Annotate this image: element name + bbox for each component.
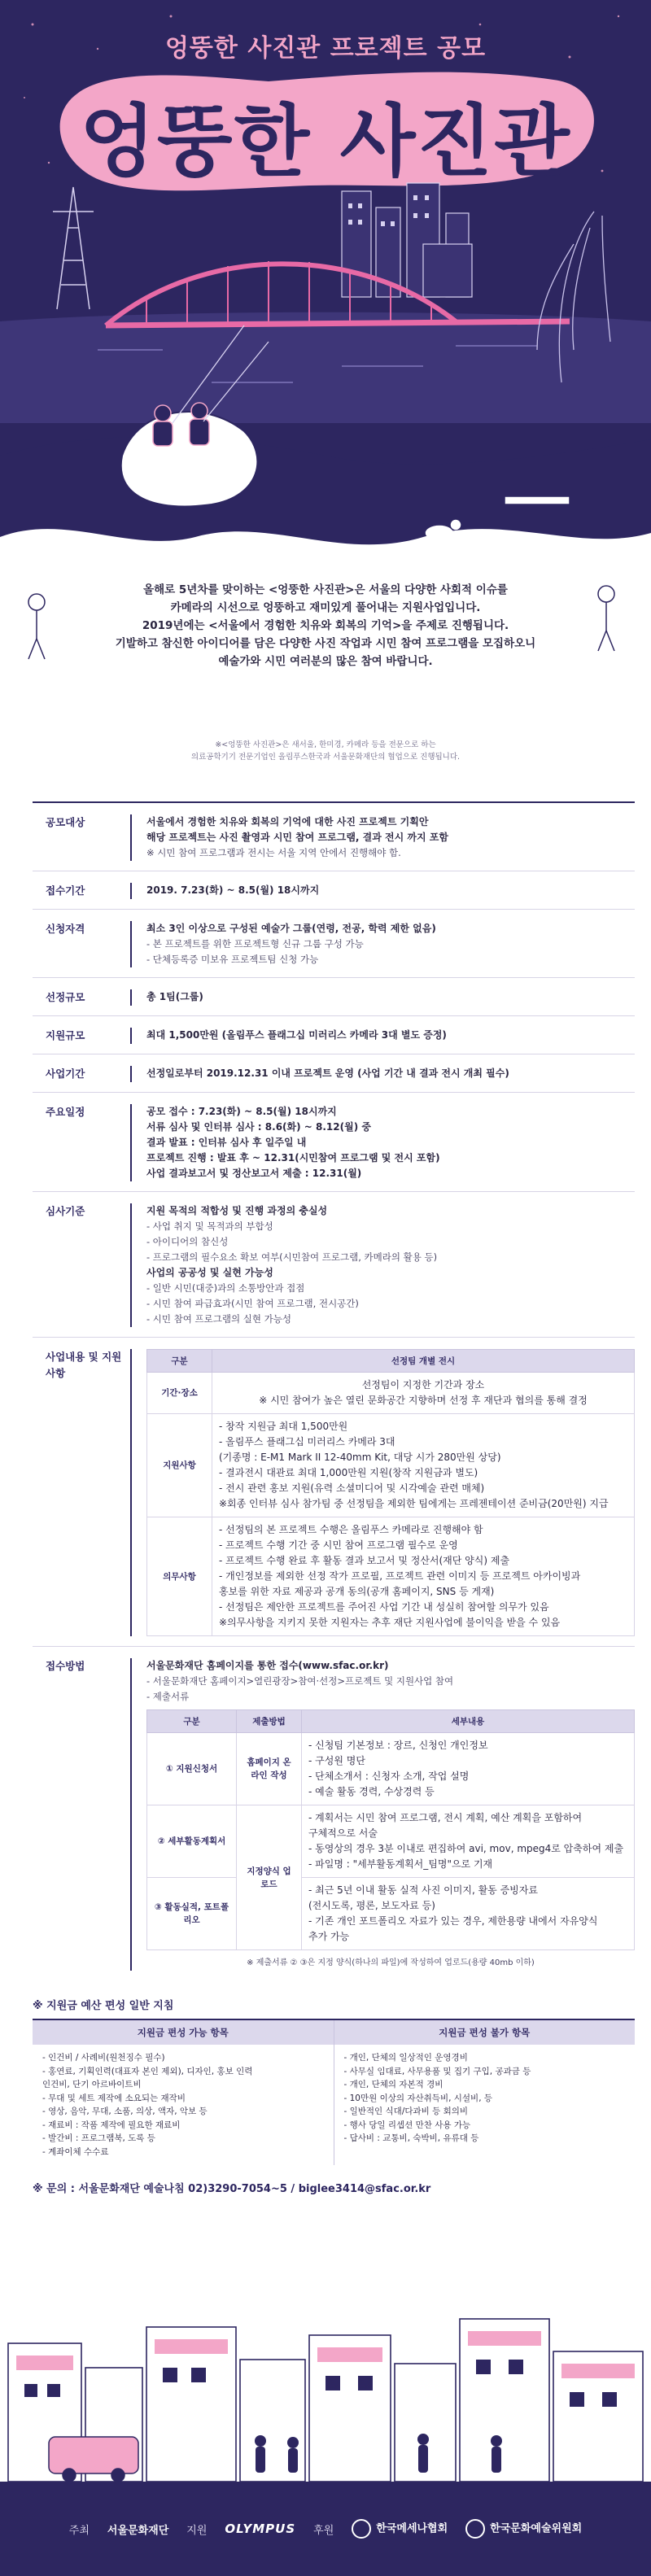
period-value: 2019. 7.23(화) ~ 8.5(월) 18시까지	[146, 884, 320, 896]
cell-line: - 파일명 : "세부활동계획서_팀명"으로 기재	[308, 1858, 493, 1870]
row-label: 접수기간	[46, 884, 85, 897]
row-content	[130, 1028, 635, 1044]
support-label: 지원	[186, 2524, 208, 2537]
row-content	[130, 1203, 635, 1327]
sfac-logo: 서울문화재단	[107, 2524, 169, 2537]
cell-line: ※의무사항을 지키지 못한 지원자는 추후 재단 지원사업에 불이익을 받을 수 있음	[219, 1617, 561, 1628]
arko-name: 한국문화예술위원회	[490, 2522, 583, 2535]
cell-line: - 올림푸스 플래그십 미러리스 카메라 3대	[219, 1436, 395, 1447]
cell-line: - 예술 활동 경력, 수상경력 등	[308, 1786, 435, 1797]
schedule-line: 프로젝트 진행 : 발표 후 ~ 12.31(시민참여 프로그램 및 전시 포함)	[146, 1152, 440, 1164]
cell-line: - 단체소개서 : 신청자 소개, 작업 설명	[308, 1770, 470, 1782]
apply-line: 서울문화재단 홈페이지를 통한 접수(www.sfac.or.kr)	[146, 1660, 389, 1671]
intro-note: 의료공학기기 전문기업인 올림푸스한국과 서울문화재단의 협업으로 진행됩니다.	[190, 753, 461, 762]
row-label: 주요일정	[46, 1106, 85, 1118]
cell-line: - 결과전시 대관료 최대 1,000만원 지원(창작 지원금과 별도)	[219, 1467, 478, 1478]
criteria-item: - 시민 참여 파급효과(시민 참여 프로그램, 전시공간)	[146, 1298, 359, 1309]
table-row	[147, 1517, 635, 1636]
row-label: 선정규모	[46, 991, 85, 1003]
cell-line: 구체적으로 서술	[308, 1827, 378, 1839]
budget-item: - 발간비 : 프로그램북, 도록 등	[42, 2133, 155, 2143]
row-content	[130, 1349, 635, 1636]
mecenat-icon	[352, 2519, 371, 2539]
budget-item: 인건비, 단기 아르바이트비	[42, 2080, 142, 2089]
cell-line: - 선정팀은 제안한 프로젝트를 주어진 사업 기간 내 성실히 참여할 의무가 있음	[219, 1601, 549, 1613]
budget-item: - 10만원 이상의 자산취득비, 시설비, 등	[343, 2093, 493, 2103]
budget-item: - 무대 및 세트 제작에 소요되는 재작비	[42, 2093, 186, 2103]
criteria-item: - 시민 참여 프로그램의 실현 가능성	[146, 1313, 291, 1325]
criteria-item: - 사업 취지 및 목적과의 부합성	[146, 1220, 273, 1232]
contact-info: ※ 문의 : 서울문화재단 예술나침 02)3290-7054~5 / biglee3414@sfac.or.kr	[33, 2183, 431, 2195]
table-category: 지원사항	[147, 1414, 212, 1517]
intro-line: 예술가와 시민 여러분의 많은 참여 바랍니다.	[218, 655, 433, 668]
table-method: 지정양식 업로드	[237, 1805, 302, 1950]
sponsor-footer	[0, 2482, 651, 2576]
budget-columns	[33, 2019, 635, 2165]
budget-guide	[33, 1997, 635, 2165]
schedule-line: 서류 심사 및 인터뷰 심사 : 8.6(화) ~ 8.12(월) 중	[146, 1121, 371, 1133]
criteria-item: - 아이디어의 참신성	[146, 1236, 229, 1247]
budget-item: - 사무실 임대료, 사무용품 및 집기 구입, 공과금 등	[343, 2066, 531, 2076]
budget-title: ※ 지원금 예산 편성 일반 지침	[33, 2000, 174, 2012]
intro-line: 카메라의 시선으로 엉뚱하고 재미있게 풀어내는 지원사업입니다.	[170, 601, 481, 614]
row-schedule	[33, 1092, 635, 1191]
table-row	[147, 1733, 635, 1805]
row-criteria	[33, 1191, 635, 1337]
table-category: 의무사항	[147, 1517, 212, 1636]
details-section	[0, 793, 651, 2195]
row-label: 신청자격	[46, 923, 85, 935]
row-content	[130, 883, 635, 899]
cell-line: (기종명 : E-M1 Mark II 12-40mm Kit, 대당 시가 280만원 상당)	[219, 1452, 501, 1463]
budget-denied-head: 지원금 편성 불가 항목	[334, 2020, 636, 2045]
documents-table	[146, 1709, 635, 1950]
side-figures	[0, 570, 651, 793]
table-row	[147, 1414, 635, 1517]
budget-item: - 인건비 / 사례비(원천징수 필수)	[42, 2053, 165, 2063]
apply-line: - 서울문화재단 홈페이지>열린광장>참여·선정>프로젝트 및 지원사업 참여	[146, 1675, 454, 1687]
row-period	[33, 871, 635, 909]
arko-icon	[465, 2519, 485, 2539]
eligibility-line: - 단체등록증 미보유 프로젝트팀 신청 가능	[146, 954, 319, 965]
documents-note: ※ 제출서류 ② ③은 지정 양식(하나의 파일)에 작성하여 업로드(용량 40mb 이하)	[247, 1958, 535, 1967]
budget-allowed-list	[33, 2045, 334, 2165]
row-content	[130, 921, 635, 967]
table-category: ① 지원신청서	[147, 1733, 237, 1805]
cell-line: - 신청팀 기본정보 : 장르, 신청인 개인정보	[308, 1740, 488, 1751]
table-row	[147, 1373, 635, 1414]
row-label: 접수방법	[46, 1660, 85, 1672]
hero-illustration	[0, 0, 651, 570]
table-row	[147, 1805, 635, 1878]
eligibility-line: - 본 프로젝트를 위한 프로젝트형 신규 그룹 구성 가능	[146, 938, 364, 950]
budget-item: - 영상, 음악, 무대, 소품, 의상, 액자, 악보 등	[42, 2107, 208, 2116]
row-label: 사업내용 및 지원사항	[46, 1351, 122, 1379]
mecenat-logo	[352, 2519, 448, 2539]
table-cell	[302, 1805, 635, 1878]
cell-line: - 프로젝트 수행 완료 후 활동 결과 보고서 및 정산서(재단 양식) 제출	[219, 1555, 510, 1566]
table-method: 홈페이지 온라인 작성	[237, 1733, 302, 1805]
intro-line: 기발하고 참신한 아이디어를 담은 다양한 사진 작업과 시민 참여 프로그램을 모집하오니	[115, 637, 536, 650]
row-scale	[33, 977, 635, 1015]
table-header: 세부내용	[302, 1710, 635, 1733]
table-header: 구분	[147, 1350, 212, 1373]
eligibility-line: 최소 3인 이상으로 구성된 예술가 그룹(연령, 전공, 학력 제한 없음)	[146, 923, 436, 934]
row-label: 심사기준	[46, 1205, 85, 1217]
row-eligibility	[33, 909, 635, 977]
duration-value: 선정일로부터 2019.12.31 이내 프로젝트 운영 (사업 기간 내 결과 전시 개최 필수)	[146, 1068, 509, 1079]
funding-value: 최대 1,500만원 (올림푸스 플래그십 미러리스 카메라 3대 별도 증정)	[146, 1029, 447, 1041]
budget-item: - 홍연료, 기획인력(대표자 본인 제외), 디자인, 홍보 인력	[42, 2066, 253, 2076]
budget-denied-list	[334, 2045, 636, 2152]
schedule-line: 결과 발표 : 인터뷰 심사 후 일주일 내	[146, 1137, 307, 1148]
cell-line: - 구성원 명단	[308, 1755, 365, 1766]
row-funding	[33, 1015, 635, 1054]
budget-allowed-head: 지원금 편성 가능 항목	[33, 2020, 334, 2045]
cell-line: ※회종 인터뷰 심사 참가팀 중 선정팀을 제외한 팀에게는 프레젠테이션 준비금(20만원) 지급	[219, 1498, 609, 1509]
intro-line: 올해로 5년차를 맞이하는 <엉뚱한 사진관>은 서울의 다양한 사회적 이슈를	[143, 583, 508, 596]
schedule-line: 사업 결과보고서 및 정산보고서 제출 : 12.31(월)	[146, 1168, 362, 1179]
project-kicker: 엉뚱한 사진관 프로젝트 공모	[164, 34, 487, 63]
subject-line: 서울에서 경험한 치유와 회복의 기억에 대한 사진 프로젝트 기획안	[146, 816, 429, 827]
table-header: 선정팀 개별 전시	[212, 1350, 635, 1373]
subject-note: ※ 시민 참여 프로그램과 전시는 서울 지역 안에서 진행해야 함.	[146, 847, 401, 858]
row-content	[130, 1104, 635, 1181]
project-headline: 엉뚱한 사진관	[80, 96, 571, 187]
row-content	[130, 1658, 635, 1971]
intro-line: 2019년에는 <서울에서 경험한 치유와 회복의 기억>을 주제로 진행됩니다.	[142, 619, 509, 632]
budget-item: - 일반적인 식대/다과비 등 회의비	[343, 2107, 469, 2116]
subject-line: 해당 프로젝트는 사진 촬영과 시민 참여 프로그램, 결과 전시 까지 포함	[146, 832, 448, 843]
budget-item: - 계좌이체 수수료	[42, 2146, 109, 2157]
row-content	[130, 989, 635, 1006]
table-header: 제출방법	[237, 1710, 302, 1733]
cell-line: 홍보를 위한 자료 제공과 공개 동의(공개 홈페이지, SNS 등 게재)	[219, 1586, 495, 1597]
row-content	[130, 1066, 635, 1082]
cell-line: - 동영상의 경우 3분 이내로 편집하여 avi, mov, mpeg4로 압축하여 제출	[308, 1843, 624, 1854]
table-row	[147, 1878, 635, 1950]
mecenat-name: 한국메세나협회	[376, 2522, 448, 2535]
intro-note: ※<엉뚱한 사진관>은 새서울, 한미경, 카메라 등을 전문으로 하는	[215, 740, 436, 749]
row-content	[130, 814, 635, 861]
backer-label: 후원	[313, 2524, 334, 2537]
row-label: 사업기간	[46, 1068, 85, 1080]
row-support	[33, 1337, 635, 1646]
row-label: 지원규모	[46, 1029, 85, 1041]
table-cell	[212, 1373, 635, 1414]
host-label: 주최	[68, 2524, 90, 2537]
criteria-heading: 사업의 공공성 및 실현 가능성	[146, 1267, 273, 1278]
cell-line: (전시도록, 평론, 보도자료 등)	[308, 1900, 435, 1911]
row-label: 공모대상	[46, 816, 85, 828]
cell-line: - 전시 관련 홍보 지원(유력 소셜미디어 및 시각예술 관련 매체)	[219, 1482, 485, 1494]
budget-allowed	[33, 2020, 334, 2165]
budget-item: - 재료비 : 작품 제작에 필요한 재료비	[42, 2120, 181, 2130]
table-category: 기간·장소	[147, 1373, 212, 1414]
row-duration	[33, 1054, 635, 1092]
cell-line: - 최근 5년 이내 활동 실적 사진 이미지, 활동 증빙자료	[308, 1884, 538, 1896]
cell-line: - 기존 개인 포트폴리오 자료가 있는 경우, 제한용량 내에서 자유양식	[308, 1915, 598, 1927]
schedule-line: 공모 접수 : 7.23(화) ~ 8.5(월) 18시까지	[146, 1106, 337, 1117]
cell-line: 선정팀이 지정한 기간과 장소	[361, 1379, 485, 1391]
olympus-logo: OLYMPUS	[225, 2521, 296, 2536]
budget-item: - 행사 당일 리셉션 만찬 사용 가능	[343, 2120, 471, 2130]
row-subject	[33, 801, 635, 871]
criteria-item: - 일반 시민(대중)과의 소통방안과 접점	[146, 1282, 305, 1294]
cell-line: - 개인정보를 제외한 선정 작가 프로필, 프로젝트 관련 이미지 등 프로젝트 아카이빙과	[219, 1570, 581, 1582]
cell-line: - 프로젝트 수행 기간 중 시민 참여 프로그램 필수로 운영	[219, 1539, 458, 1551]
budget-item: - 개인, 단체의 자본적 경비	[343, 2080, 443, 2089]
cell-line: - 계획서는 시민 참여 프로그램, 전시 계획, 예산 계획을 포함하여	[308, 1812, 583, 1823]
criteria-item: - 프로그램의 필수요소 확보 여부(시민참여 프로그램, 카메라의 활용 등)	[146, 1251, 438, 1263]
budget-denied	[334, 2020, 636, 2165]
table-header: 구분	[147, 1710, 237, 1733]
table-cell	[212, 1517, 635, 1636]
row-apply	[33, 1646, 635, 1980]
support-table	[146, 1349, 635, 1636]
cell-line: - 선정팀의 본 프로젝트 수행은 올림푸스 카메라로 진행해야 함	[219, 1524, 483, 1535]
cell-line: ※ 시민 참여가 높은 열린 문화공간 지향하며 선정 후 재단과 협의를 통해 결정	[259, 1395, 588, 1406]
cell-line: 추가 가능	[308, 1931, 350, 1942]
table-cell	[302, 1878, 635, 1950]
cell-line: - 창작 지원금 최대 1,500만원	[219, 1421, 348, 1432]
scale-value: 총 1팀(그룹)	[146, 991, 203, 1002]
budget-item: - 개인, 단체의 일상적인 운영경비	[343, 2053, 468, 2063]
table-cell	[302, 1733, 635, 1805]
street-illustration	[0, 2254, 651, 2482]
arko-logo	[465, 2519, 582, 2539]
table-cell	[212, 1414, 635, 1517]
apply-line: - 제출서류	[146, 1691, 190, 1702]
budget-item: - 답사비 : 교통비, 숙박비, 유류대 등	[343, 2133, 479, 2143]
table-category: ③ 활동실적, 포트폴리오	[147, 1878, 237, 1950]
criteria-heading: 지원 목적의 적합성 및 진행 과정의 충실성	[146, 1205, 328, 1216]
table-category: ② 세부활동계획서	[147, 1805, 237, 1878]
intro-section	[0, 570, 651, 793]
